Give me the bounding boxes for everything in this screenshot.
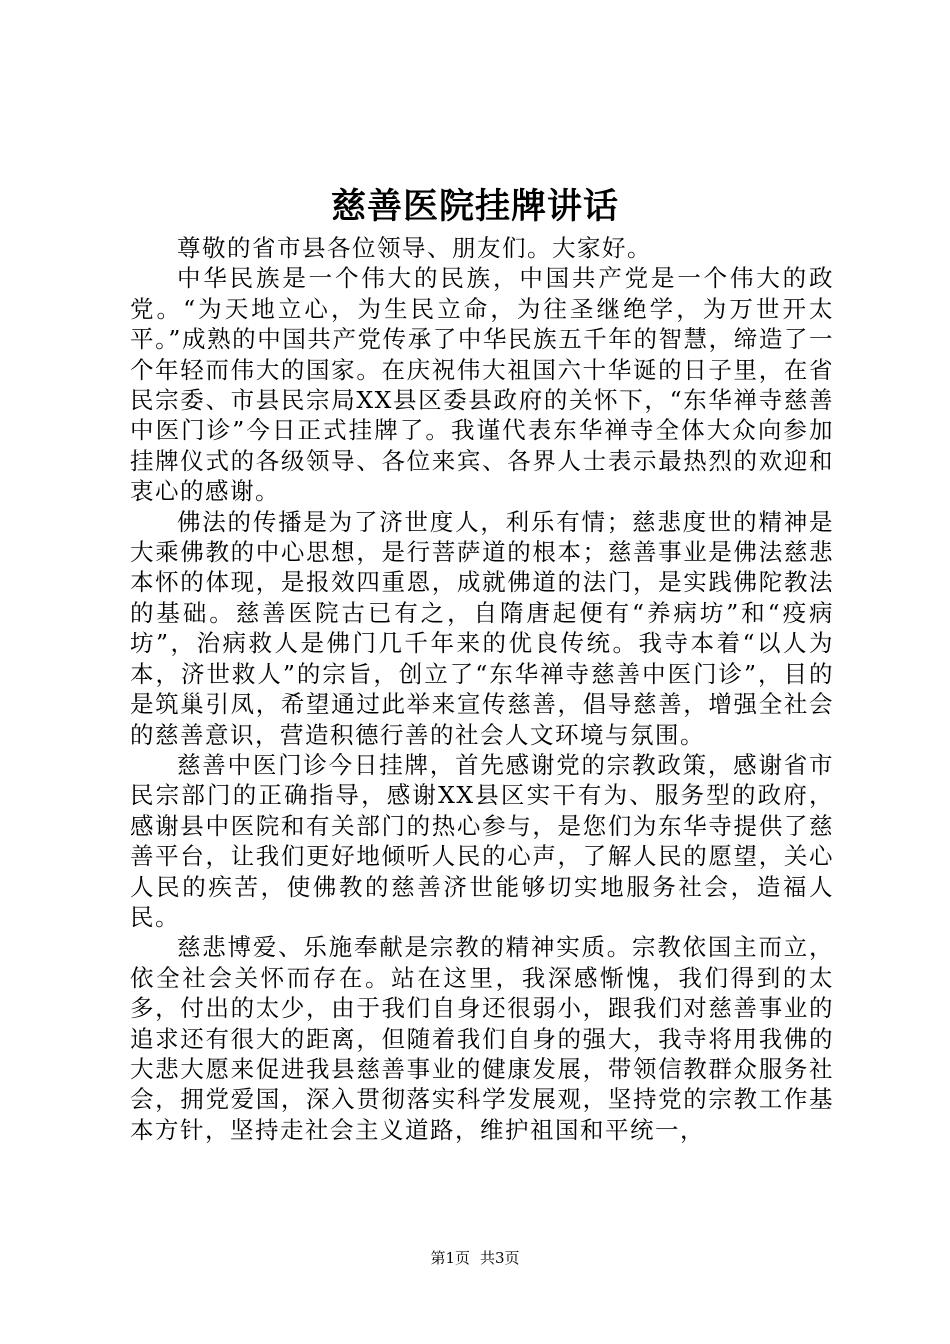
paragraph-1: 中华民族是一个伟大的民族，中国共产党是一个伟大的政党。“为天地立心，为生民立命，为往圣继绝学，为万世开太平。”成熟的中国共产党传承了中华民族五千年的智慧，缔造了一个年轻而伟大的国家。在庆祝伟大祖国六十华诞的日子里，在省民宗委、市县民宗局XX县区委县政府的关怀下，“东华禅寺慈善中医门诊”今日正式挂牌了。我谨代表东华禅寺全体大众向参加挂牌仪式的各级领导、各位来宾、各界人士表示最热烈的欢迎和衷心的感谢。 bbox=[130, 264, 834, 506]
document-title: 慈善医院挂牌讲话 bbox=[330, 186, 619, 227]
page-total: 共3页 bbox=[480, 1249, 520, 1267]
paragraph-2: 佛法的传播是为了济世度人，利乐有情；慈悲度世的精神是大乘佛教的中心思想，是行菩萨道的根本；慈善事业是佛法慈悲本怀的体现，是报效四重恩，成就佛道的法门，是实践佛陀教法的基础。慈善医院古已有之，自隋唐起便有“养病坊”和“疫病坊”，治病救人是佛门几千年来的优良传统。我寺本着“以人为本，济世救人”的宗旨，创立了“东华禅寺慈善中医门诊”，目的是筑巢引凤，希望通过此举来宣传慈善，倡导慈善，增强全社会的慈善意识，营造积德行善的社会人文环境与氛围。 bbox=[130, 507, 834, 749]
page-number: 第1页 bbox=[430, 1249, 470, 1267]
page-footer bbox=[0, 1247, 950, 1269]
paragraph-greeting: 尊敬的省市县各位领导、朋友们。大家好。 bbox=[177, 234, 652, 262]
paragraph-4: 慈悲博爱、乐施奉献是宗教的精神实质。宗教依国主而立，依全社会关怀而存在。站在这里，我深感惭愧，我们得到的太多，付出的太少，由于我们自身还很弱小，跟我们对慈善事业的追求还有很大的距离，但随着我们自身的强大，我寺将用我佛的大悲大愿来促进我县慈善事业的健康发展，带领信教群众服务社会，拥党爱国，深入贯彻落实科学发展观，坚持党的宗教工作基本方针，坚持走社会主义道路，维护祖国和平统一， bbox=[130, 933, 834, 1144]
document-body bbox=[130, 233, 834, 1145]
paragraph-3: 慈善中医门诊今日挂牌，首先感谢党的宗教政策，感谢省市民宗部门的正确指导，感谢XX县区实干有为、服务型的政府，感谢县中医院和有关部门的热心参与，是您们为东华寺提供了慈善平台，让我们更好地倾听人民的心声，了解人民的愿望，关心人民的疾苦，使佛教的慈善济世能够切实地服务社会，造福人民。 bbox=[130, 750, 834, 931]
